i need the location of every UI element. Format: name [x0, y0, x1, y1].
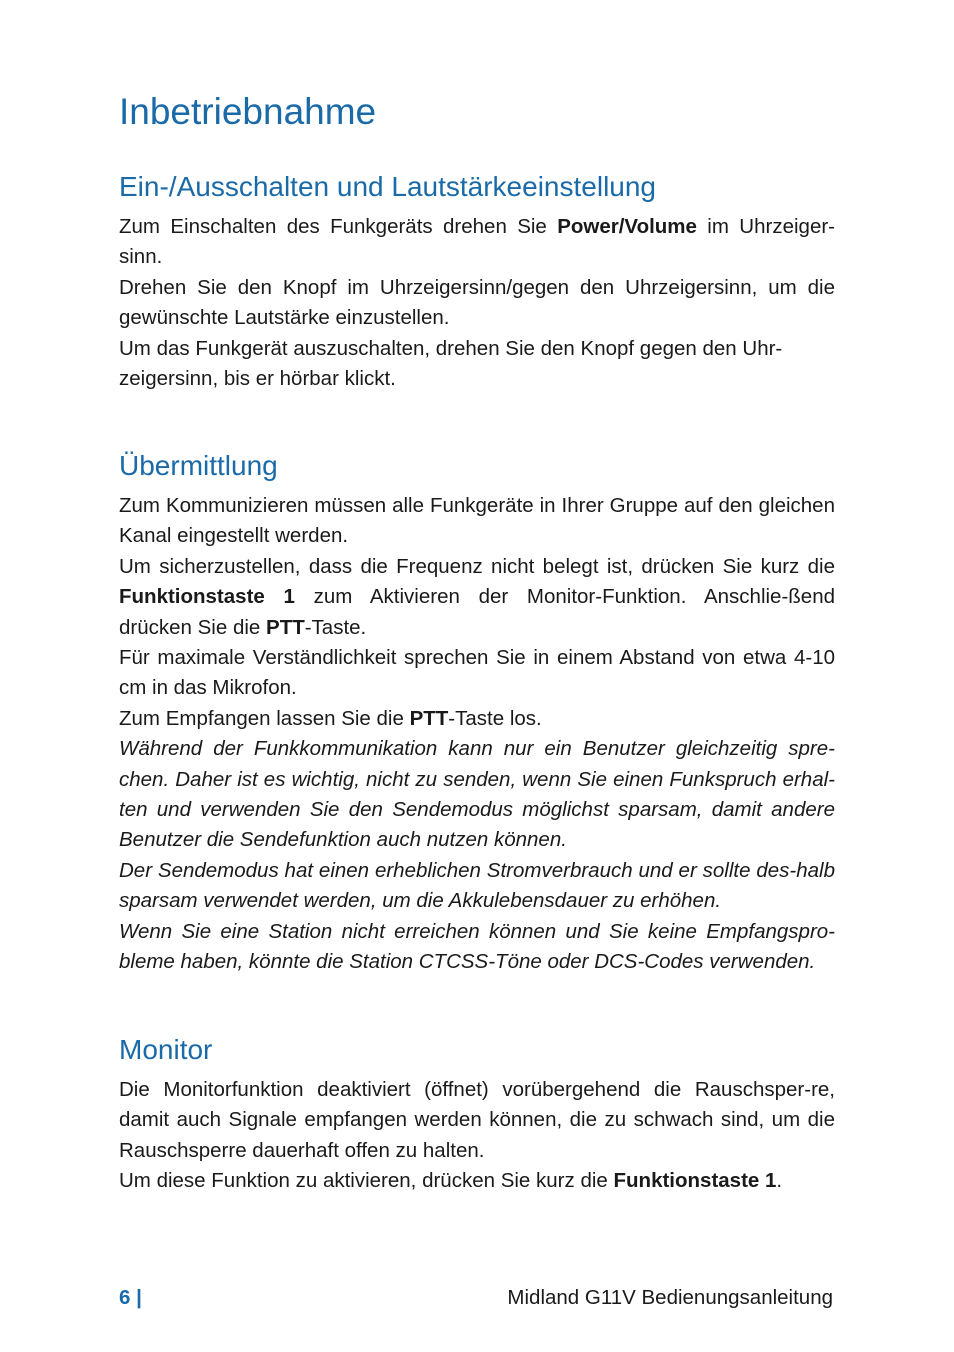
page-number: 6 | [119, 1286, 142, 1309]
text: Zum Empfangen lassen Sie die [119, 706, 410, 730]
section-transmission [119, 447, 835, 978]
paragraph-volume-adjust: Drehen Sie den Knopf im Uhrzeigersinn/gegen den Uhrzeigersinn, um die gewünschte Lautstärke einzustellen. [119, 275, 835, 330]
paragraph-same-channel: Zum Kommunizieren müssen alle Funkgeräte in Ihrer Gruppe auf den gleichen Kanal eingestellt werden. [119, 494, 835, 548]
text: -Taste los. [448, 706, 542, 730]
page-title: Inbetriebnahme [119, 91, 377, 132]
paragraph-power-on [119, 212, 835, 273]
paragraph-receive [119, 704, 835, 734]
section-heading-transmission: Übermittlung [119, 450, 278, 481]
text: Zum Einschalten des Funkgeräts drehen Sie [119, 215, 558, 238]
note-ctcss-dcs: Wenn Sie eine Station nicht erreichen können und Sie keine Empfangspro-bleme haben, könnte die Station CTCSS-Töne oder DCS-Codes verwenden. [119, 919, 835, 974]
page-footer [119, 1283, 833, 1313]
paragraph-microphone-distance: Für maximale Verständlichkeit sprechen Sie in einem Abstand von etwa 4-10 cm in das Mikrofon. [119, 646, 835, 700]
power-volume-knob-label: Power/Volume [557, 215, 697, 238]
paragraph-monitor-check [119, 552, 835, 643]
ptt-label: PTT [266, 615, 305, 639]
text: . [776, 1169, 783, 1193]
text: -Taste. [304, 615, 367, 639]
section-power-volume [119, 168, 835, 394]
text: im Uhrzeiger-sinn. [119, 215, 835, 269]
document-title: Midland G11V Bedienungsanleitung [507, 1286, 833, 1309]
text: zum Aktivieren der Monitor-Funktion. Anschlie-ßend drücken Sie die [119, 585, 836, 639]
ptt-label: PTT [409, 706, 449, 730]
text: Um sicherzustellen, dass die Frequenz nicht belegt ist, drücken Sie kurz die [119, 554, 835, 578]
section-heading-monitor: Monitor [119, 1034, 213, 1065]
paragraph-monitor-activate [119, 1166, 835, 1196]
section-heading-power-volume: Ein-/Ausschalten und Lautstärkeeinstellung [119, 171, 657, 202]
function-key-label: Funktionstaste 1 [613, 1169, 777, 1193]
function-key-label: Funktionstaste 1 [119, 585, 295, 609]
paragraph-power-off: Um das Funkgerät auszuschalten, drehen Sie den Knopf gegen den Uhr-zeigersinn, bis er hörbar klickt. [119, 336, 783, 391]
paragraph-monitor-description: Die Monitorfunktion deaktiviert (öffnet) vorübergehend die Rauschsper-re, damit auch Signale empfangen werden können, die zu schwach sind, um die Rauschsperre dauerhaft offen zu halten. [119, 1078, 835, 1162]
note-one-speaker: Während der Funkkommunikation kann nur ein Benutzer gleichzeitig spre-chen. Daher ist es wichtig, nicht zu senden, wenn Sie einen Funkspruch erhal-ten und verwenden Sie den Sendemodus möglichst sparsam, damit andere Benutzer die Sendefunktion auch nutzen können. [119, 737, 835, 852]
text: Um diese Funktion zu aktivieren, drücken Sie kurz die [119, 1169, 614, 1193]
section-monitor [119, 1031, 835, 1197]
note-power-consumption: Der Sendemodus hat einen erheblichen Stromverbrauch und er sollte des-halb sparsam verwendet werden, um die Akkulebensdauer zu erhöhen. [119, 858, 835, 913]
